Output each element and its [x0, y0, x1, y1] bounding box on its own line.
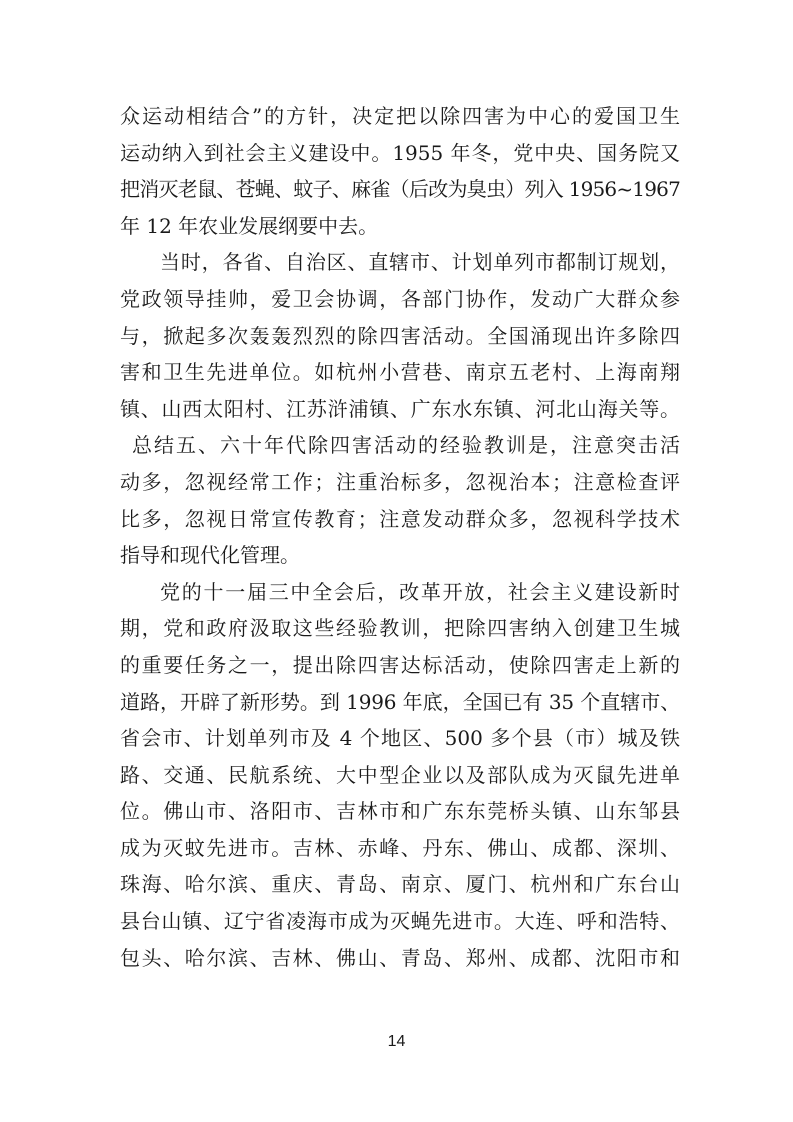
text-line: 运动纳入到社会主义建设中。1955 年冬，党中央、国务院又 — [120, 140, 680, 165]
text-line: 党政领导挂帅，爱卫会协调，各部门协作，发动广大群众参 — [120, 286, 680, 311]
text-line: 指导和现代化管理。 — [120, 543, 300, 568]
text-line: 珠海、哈尔滨、重庆、青岛、南京、厦门、杭州和广东台山 — [120, 872, 680, 897]
text-line: 害和卫生先进单位。如杭州小营巷、南京五老村、上海南翔 — [120, 360, 680, 385]
text-line: 包头、哈尔滨、吉林、佛山、青岛、郑州、成都、沈阳市和 — [120, 945, 680, 970]
text-line: 县台山镇、辽宁省凌海市成为灭蝇先进市。大连、呼和浩特、 — [120, 909, 680, 934]
body-text — [120, 98, 680, 976]
text-line: 年 12 年农业发展纲要中去。 — [120, 213, 379, 238]
text-line: 把消灭老鼠、苍蝇、蚊子、麻雀（后改为臭虫）列入 1956~1967 — [120, 177, 680, 202]
text-line: 道路，开辟了新形势。到 1996 年底，全国已有 35 个直辖市、 — [120, 689, 680, 714]
text-line: 期，党和政府汲取这些经验教训，把除四害纳入创建卫生城 — [120, 616, 680, 641]
text-line: 动多，忽视经常工作；注重治标多，忽视治本；注意检查评 — [120, 469, 680, 494]
text-line: 省会市、计划单列市及 4 个地区、500 多个县（市）城及铁 — [120, 726, 680, 751]
page-number: 14 — [387, 1033, 406, 1050]
text-line: 当时，各省、自治区、直辖市、计划单列市都制订规划， — [160, 250, 680, 275]
text-line: 成为灭蚊先进市。吉林、赤峰、丹东、佛山、成都、深圳、 — [120, 835, 680, 860]
text-line: 路、交通、民航系统、大中型企业以及部队成为灭鼠先进单 — [120, 762, 680, 787]
text-line: 党的十一届三中全会后，改革开放，社会主义建设新时 — [160, 579, 680, 604]
text-line: 的重要任务之一，提出除四害达标活动，使除四害走上新的 — [120, 652, 680, 677]
text-line: 与，掀起多次轰轰烈烈的除四害活动。全国涌现出许多除四 — [120, 323, 680, 348]
text-line: 众运动相结合”的方针，决定把以除四害为中心的爱国卫生 — [120, 104, 680, 128]
text-line: 位。佛山市、洛阳市、吉林市和广东东莞桥头镇、山东邹县 — [120, 799, 680, 824]
text-line: 总结五、六十年代除四害活动的经验教训是，注意突击活 — [132, 433, 680, 458]
text-line: 比多，忽视日常宣传教育；注意发动群众多，忽视科学技术 — [120, 506, 680, 531]
text-line: 镇、山西太阳村、江苏浒浦镇、广东水东镇、河北山海关等。 — [120, 396, 680, 421]
